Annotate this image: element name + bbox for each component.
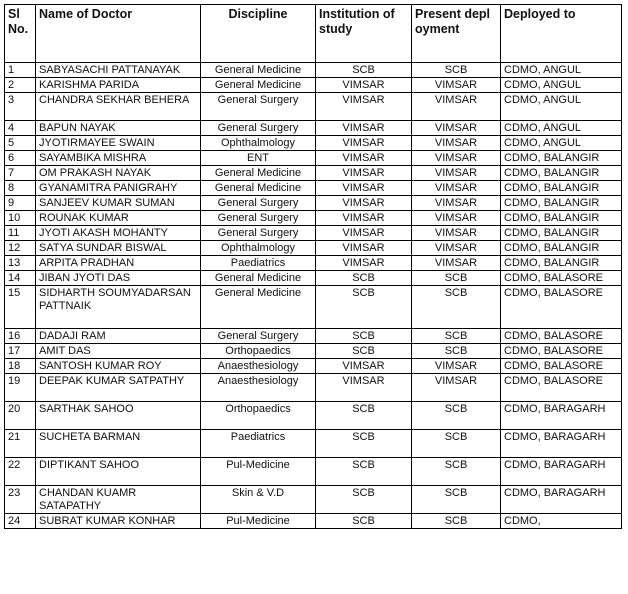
cell-doctor-name: ARPITA PRADHAN <box>36 256 201 271</box>
cell-present-deployment: VIMSAR <box>412 226 501 241</box>
header-present-deployment: Present deployment <box>412 5 501 63</box>
cell-deployed-to: CDMO, BALANGIR <box>501 211 622 226</box>
cell-present-deployment: VIMSAR <box>412 151 501 166</box>
cell-institution: VIMSAR <box>316 121 412 136</box>
table-header-row <box>5 5 622 63</box>
cell-institution: SCB <box>316 430 412 458</box>
cell-discipline: General Surgery <box>201 121 316 136</box>
cell-sl-no: 9 <box>5 196 36 211</box>
cell-deployed-to: CDMO, BALANGIR <box>501 226 622 241</box>
cell-deployed-to: CDMO, BALASORE <box>501 329 622 344</box>
table-row <box>5 136 622 151</box>
table-body <box>5 63 622 529</box>
cell-institution: SCB <box>316 271 412 286</box>
table-row <box>5 166 622 181</box>
cell-discipline: Ophthalmology <box>201 241 316 256</box>
cell-discipline: ENT <box>201 151 316 166</box>
cell-sl-no: 19 <box>5 374 36 402</box>
cell-present-deployment: SCB <box>412 402 501 430</box>
cell-doctor-name: CHANDRA SEKHAR BEHERA <box>36 93 201 121</box>
table-row <box>5 256 622 271</box>
cell-doctor-name: DIPTIKANT SAHOO <box>36 458 201 486</box>
cell-institution: VIMSAR <box>316 359 412 374</box>
cell-doctor-name: JYOTIRMAYEE SWAIN <box>36 136 201 151</box>
cell-present-deployment: SCB <box>412 286 501 329</box>
table-row <box>5 241 622 256</box>
cell-present-deployment: VIMSAR <box>412 374 501 402</box>
cell-doctor-name: JYOTI AKASH MOHANTY <box>36 226 201 241</box>
cell-institution: VIMSAR <box>316 166 412 181</box>
cell-institution: VIMSAR <box>316 226 412 241</box>
table-row <box>5 151 622 166</box>
doctor-deployment-table <box>4 4 622 529</box>
cell-doctor-name: SANTOSH KUMAR ROY <box>36 359 201 374</box>
cell-sl-no: 10 <box>5 211 36 226</box>
cell-deployed-to: CDMO, BALANGIR <box>501 256 622 271</box>
table-row <box>5 402 622 430</box>
cell-doctor-name: SANJEEV KUMAR SUMAN <box>36 196 201 211</box>
cell-doctor-name: JIBAN JYOTI DAS <box>36 271 201 286</box>
cell-present-deployment: SCB <box>412 271 501 286</box>
cell-present-deployment: VIMSAR <box>412 211 501 226</box>
table-row <box>5 93 622 121</box>
cell-institution: SCB <box>316 286 412 329</box>
cell-institution: VIMSAR <box>316 151 412 166</box>
cell-sl-no: 23 <box>5 486 36 514</box>
cell-sl-no: 20 <box>5 402 36 430</box>
cell-present-deployment: VIMSAR <box>412 181 501 196</box>
cell-institution: VIMSAR <box>316 93 412 121</box>
cell-doctor-name: KARISHMA PARIDA <box>36 78 201 93</box>
cell-deployed-to: CDMO, ANGUL <box>501 63 622 78</box>
table-row <box>5 121 622 136</box>
cell-discipline: General Medicine <box>201 181 316 196</box>
cell-deployed-to: CDMO, BALASORE <box>501 374 622 402</box>
cell-deployed-to: CDMO, BARAGARH <box>501 486 622 514</box>
cell-institution: SCB <box>316 344 412 359</box>
cell-deployed-to: CDMO, BALANGIR <box>501 166 622 181</box>
cell-doctor-name: SATYA SUNDAR BISWAL <box>36 241 201 256</box>
cell-sl-no: 16 <box>5 329 36 344</box>
cell-deployed-to: CDMO, ANGUL <box>501 93 622 121</box>
cell-doctor-name: BAPUN NAYAK <box>36 121 201 136</box>
doctor-deployment-document <box>4 4 622 529</box>
cell-sl-no: 4 <box>5 121 36 136</box>
cell-discipline: Orthopaedics <box>201 344 316 359</box>
cell-discipline: General Surgery <box>201 226 316 241</box>
cell-doctor-name: SIDHARTH SOUMYADARSAN PATTNAIK <box>36 286 201 329</box>
cell-sl-no: 8 <box>5 181 36 196</box>
table-row <box>5 430 622 458</box>
cell-sl-no: 24 <box>5 514 36 529</box>
cell-present-deployment: SCB <box>412 329 501 344</box>
cell-present-deployment: SCB <box>412 458 501 486</box>
cell-sl-no: 12 <box>5 241 36 256</box>
cell-discipline: General Medicine <box>201 166 316 181</box>
cell-deployed-to: CDMO, BALASORE <box>501 359 622 374</box>
table-row <box>5 286 622 329</box>
cell-present-deployment: SCB <box>412 344 501 359</box>
cell-doctor-name: SARTHAK SAHOO <box>36 402 201 430</box>
cell-sl-no: 2 <box>5 78 36 93</box>
cell-discipline: General Medicine <box>201 78 316 93</box>
table-row <box>5 486 622 514</box>
cell-sl-no: 11 <box>5 226 36 241</box>
cell-deployed-to: CDMO, BALANGIR <box>501 181 622 196</box>
cell-institution: SCB <box>316 63 412 78</box>
cell-doctor-name: GYANAMITRA PANIGRAHY <box>36 181 201 196</box>
cell-present-deployment: SCB <box>412 514 501 529</box>
cell-institution: VIMSAR <box>316 211 412 226</box>
cell-doctor-name: AMIT DAS <box>36 344 201 359</box>
cell-discipline: General Medicine <box>201 271 316 286</box>
cell-deployed-to: CDMO, BALANGIR <box>501 241 622 256</box>
cell-deployed-to: CDMO, ANGUL <box>501 121 622 136</box>
table-row <box>5 359 622 374</box>
cell-present-deployment: VIMSAR <box>412 93 501 121</box>
cell-sl-no: 1 <box>5 63 36 78</box>
cell-present-deployment: VIMSAR <box>412 166 501 181</box>
cell-deployed-to: CDMO, BALASORE <box>501 344 622 359</box>
cell-discipline: Pul-Medicine <box>201 458 316 486</box>
cell-discipline: Paediatrics <box>201 256 316 271</box>
cell-doctor-name: SUCHETA BARMAN <box>36 430 201 458</box>
table-row <box>5 329 622 344</box>
cell-institution: VIMSAR <box>316 196 412 211</box>
cell-sl-no: 14 <box>5 271 36 286</box>
cell-discipline: Anaesthesiology <box>201 374 316 402</box>
cell-doctor-name: ROUNAK KUMAR <box>36 211 201 226</box>
cell-deployed-to: CDMO, BALASORE <box>501 271 622 286</box>
cell-present-deployment: SCB <box>412 63 501 78</box>
cell-institution: SCB <box>316 514 412 529</box>
header-institution-of-study: Institution of study <box>316 5 412 63</box>
cell-doctor-name: SUBRAT KUMAR KONHAR <box>36 514 201 529</box>
cell-institution: SCB <box>316 458 412 486</box>
cell-sl-no: 7 <box>5 166 36 181</box>
cell-institution: SCB <box>316 402 412 430</box>
cell-sl-no: 3 <box>5 93 36 121</box>
cell-deployed-to: CDMO, BALANGIR <box>501 151 622 166</box>
cell-doctor-name: DEEPAK KUMAR SATPATHY <box>36 374 201 402</box>
cell-deployed-to: CDMO, BARAGARH <box>501 430 622 458</box>
cell-sl-no: 18 <box>5 359 36 374</box>
cell-institution: VIMSAR <box>316 256 412 271</box>
cell-deployed-to: CDMO, <box>501 514 622 529</box>
cell-sl-no: 17 <box>5 344 36 359</box>
table-row <box>5 181 622 196</box>
cell-sl-no: 21 <box>5 430 36 458</box>
cell-discipline: Orthopaedics <box>201 402 316 430</box>
cell-discipline: General Surgery <box>201 211 316 226</box>
cell-present-deployment: VIMSAR <box>412 256 501 271</box>
cell-sl-no: 15 <box>5 286 36 329</box>
table-row <box>5 211 622 226</box>
cell-sl-no: 22 <box>5 458 36 486</box>
cell-present-deployment: VIMSAR <box>412 241 501 256</box>
header-discipline: Discipline <box>201 5 316 63</box>
cell-present-deployment: VIMSAR <box>412 359 501 374</box>
cell-institution: VIMSAR <box>316 374 412 402</box>
cell-discipline: Pul-Medicine <box>201 514 316 529</box>
cell-sl-no: 6 <box>5 151 36 166</box>
header-name-of-doctor: Name of Doctor <box>36 5 201 63</box>
cell-doctor-name: SABYASACHI PATTANAYAK <box>36 63 201 78</box>
cell-deployed-to: CDMO, ANGUL <box>501 136 622 151</box>
cell-doctor-name: SAYAMBIKA MISHRA <box>36 151 201 166</box>
cell-deployed-to: CDMO, BALANGIR <box>501 196 622 211</box>
cell-present-deployment: VIMSAR <box>412 136 501 151</box>
table-row <box>5 271 622 286</box>
cell-discipline: General Medicine <box>201 286 316 329</box>
cell-present-deployment: VIMSAR <box>412 78 501 93</box>
cell-doctor-name: CHANDAN KUAMR SATAPATHY <box>36 486 201 514</box>
cell-discipline: Ophthalmology <box>201 136 316 151</box>
cell-institution: VIMSAR <box>316 241 412 256</box>
cell-institution: VIMSAR <box>316 78 412 93</box>
cell-doctor-name: DADAJI RAM <box>36 329 201 344</box>
table-row <box>5 374 622 402</box>
cell-present-deployment: SCB <box>412 486 501 514</box>
cell-institution: VIMSAR <box>316 136 412 151</box>
cell-deployed-to: CDMO, BARAGARH <box>501 458 622 486</box>
cell-discipline: General Surgery <box>201 329 316 344</box>
cell-discipline: General Medicine <box>201 63 316 78</box>
cell-deployed-to: CDMO, BARAGARH <box>501 402 622 430</box>
header-deployed-to: Deployed to <box>501 5 622 63</box>
cell-sl-no: 5 <box>5 136 36 151</box>
table-row <box>5 226 622 241</box>
table-row <box>5 514 622 529</box>
cell-present-deployment: VIMSAR <box>412 121 501 136</box>
cell-discipline: General Surgery <box>201 196 316 211</box>
cell-discipline: Paediatrics <box>201 430 316 458</box>
cell-present-deployment: SCB <box>412 430 501 458</box>
cell-discipline: Skin & V.D <box>201 486 316 514</box>
cell-sl-no: 13 <box>5 256 36 271</box>
table-row <box>5 78 622 93</box>
cell-present-deployment: VIMSAR <box>412 196 501 211</box>
cell-discipline: General Surgery <box>201 93 316 121</box>
header-sl-no: Sl No. <box>5 5 36 63</box>
cell-deployed-to: CDMO, BALASORE <box>501 286 622 329</box>
table-row <box>5 63 622 78</box>
cell-doctor-name: OM PRAKASH NAYAK <box>36 166 201 181</box>
cell-discipline: Anaesthesiology <box>201 359 316 374</box>
cell-institution: SCB <box>316 486 412 514</box>
table-row <box>5 344 622 359</box>
table-row <box>5 458 622 486</box>
cell-institution: SCB <box>316 329 412 344</box>
cell-deployed-to: CDMO, ANGUL <box>501 78 622 93</box>
cell-institution: VIMSAR <box>316 181 412 196</box>
table-row <box>5 196 622 211</box>
